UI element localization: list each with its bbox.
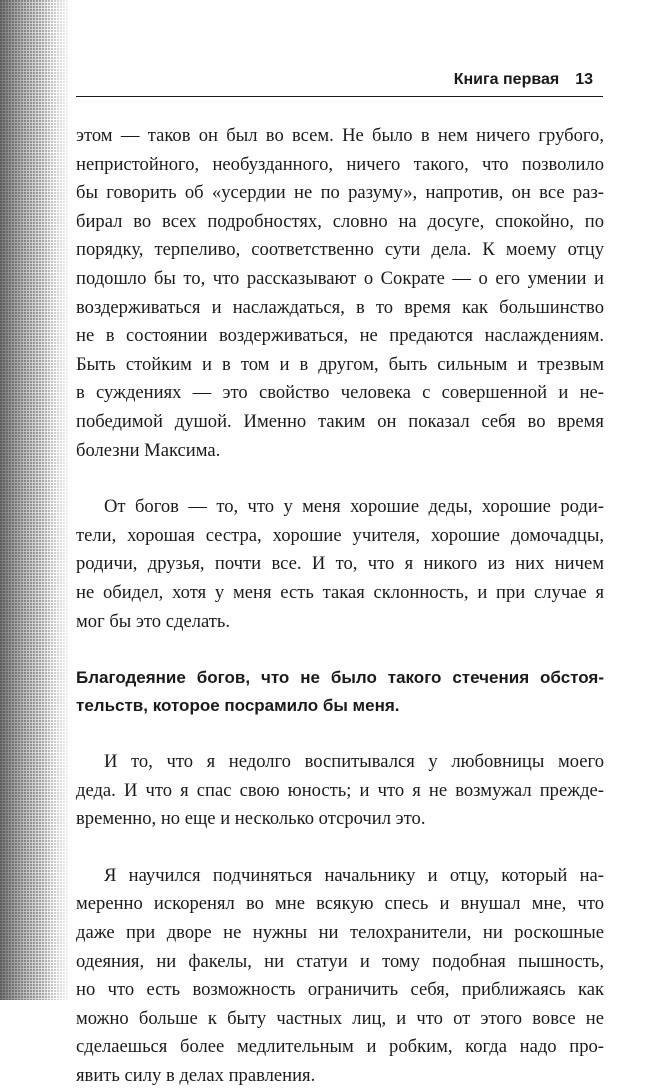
text-line: Я научился подчиняться начальнику и отцу, который на- <box>104 864 604 886</box>
section-title: Книга первая <box>453 71 560 88</box>
paragraph-3 <box>76 748 604 834</box>
text-line: одеяния, ни факелы, ни статуи и тому подобная пышность, <box>76 950 604 972</box>
paragraph-4 <box>76 862 604 1091</box>
text-line: можно больше к быту частных лиц, и что от этого вовсе не <box>76 1007 604 1029</box>
text-line: родичи, друзья, почти все. И то, что я никого из них ничем <box>76 553 604 575</box>
text-line: сделаешься более медлительным и робким, когда надо про- <box>76 1036 604 1058</box>
text-line: мог бы это сделать. <box>76 610 231 632</box>
heading-line: тельств, которое посрамило бы меня. <box>76 696 400 716</box>
bold-heading <box>76 664 604 720</box>
text-line: тели, хорошая сестра, хорошие учителя, хорошие домочадцы, <box>76 524 604 546</box>
text-line: болезни Максима. <box>76 439 221 461</box>
text-line: временно, но еще и несколько отсрочил это. <box>76 808 426 830</box>
page-number: 13 <box>575 71 593 88</box>
running-header <box>76 66 593 94</box>
text-line: порядку, терпеливо, соответственно сути дела. К моему отцу <box>76 239 604 261</box>
page-edge-halftone <box>0 0 68 1000</box>
text-line: этом — таков он был во всем. Не было в нем ничего грубого, <box>76 125 604 146</box>
text-line: И то, что я недолго воспитывался у любовницы моего <box>104 751 604 773</box>
header-rule <box>76 96 603 97</box>
text-line: не обидел, хотя у меня есть такая склонность, и при случае я <box>76 581 604 603</box>
text-line: даже при дворе не нужны ни телохранители, ни роскошные <box>76 922 604 944</box>
paragraph-2 <box>76 493 604 636</box>
paragraph-gap <box>76 636 604 664</box>
paragraph-gap <box>76 720 604 748</box>
text-line: явить силу в делах правления. <box>76 1065 316 1087</box>
text-line: не в состоянии воздерживаться, не предаются наслаждениям. <box>76 325 604 347</box>
text-line: От богов — то, что у меня хорошие деды, хорошие роди- <box>104 496 604 518</box>
page-body <box>76 122 604 1091</box>
text-line: бирал во всех подробностях, словно на досуге, спокойно, по <box>76 210 604 232</box>
text-line: но что есть возможность ограничить себя, приближаясь как <box>76 979 604 1001</box>
text-line: воздерживаться и наслаждаться, в то время как большинство <box>76 296 604 318</box>
paragraph-1 <box>76 122 604 465</box>
text-line: победимой душой. Именно таким он показал себя во время <box>76 410 604 432</box>
paragraph-gap <box>76 834 604 862</box>
text-line: Быть стойким и в том и в другом, быть сильным и трезвым <box>76 353 604 375</box>
text-line: бы говорить об «усердии не по разуму», напротив, он все раз- <box>76 182 604 204</box>
text-line: в суждениях — это свойство человека с совершенной и не- <box>76 382 604 404</box>
text-line: меренно искоренял во мне всякую спесь и внушал мне, что <box>76 893 604 915</box>
heading-line: Благодеяние богов, что не было такого стечения обстоя- <box>76 668 604 688</box>
paragraph-gap <box>76 465 604 493</box>
text-line: деда. И что я спас свою юность; и что я не возмужал прежде- <box>76 779 604 801</box>
text-line: непристойного, необузданного, ничего такого, что позволило <box>76 153 604 175</box>
text-line: подошло бы то, что рассказывают о Сократе — о его умении и <box>76 267 604 289</box>
